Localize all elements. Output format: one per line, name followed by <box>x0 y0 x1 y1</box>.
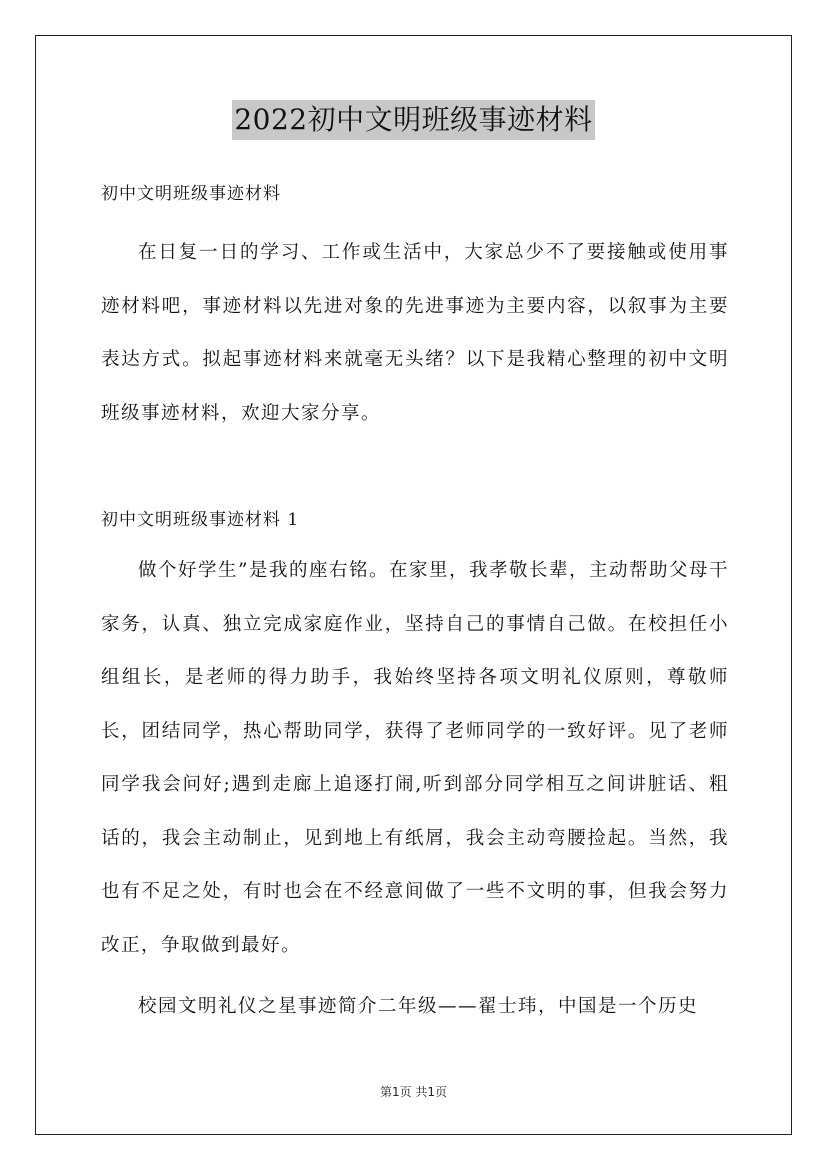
document-title: 2022初中文明班级事迹材料 <box>232 100 594 140</box>
paragraph: 做个好学生”是我的座右铭。在家里，我孝敬长辈，主动帮助父母干家务，认真、独立完成家庭作业，坚持自己的事情自己做。在校担任小组组长，是老师的得力助手，我始终坚持各项文明礼仪原则，尊敬师长，团结同学，热心帮助同学，获得了老师同学的一致好评。见了老师同学我会问好;遇到走廊上追逐打闹,听到部分同学相互之间讲脏话、粗话的，我会主动制止，见到地上有纸屑，我会主动弯腰捡起。当然，我也有不足之处，有时也会在不经意间做了一些不文明的事，但我会努力改正，争取做到最好。 <box>101 560 729 956</box>
paragraph: 在日复一日的学习、工作或生活中，大家总少不了要接触或使用事迹材料吧，事迹材料以先进对象的先进事迹为主要内容，以叙事为主要表达方式。拟起事迹材料来就毫无头绪？以下是我精心整理的初中文明班级事迹材料，欢迎大家分享。 <box>101 242 729 424</box>
paragraph: 校园文明礼仪之星事迹简介二年级——翟士玮，中国是一个历史 <box>138 996 699 1017</box>
title-container <box>0 100 827 140</box>
document-body <box>101 176 729 1034</box>
section-heading: 初中文明班级事迹材料 1 <box>101 510 300 530</box>
page-footer: 第1页 共1页 <box>379 1085 448 1099</box>
section-heading: 初中文明班级事迹材料 <box>101 184 281 204</box>
